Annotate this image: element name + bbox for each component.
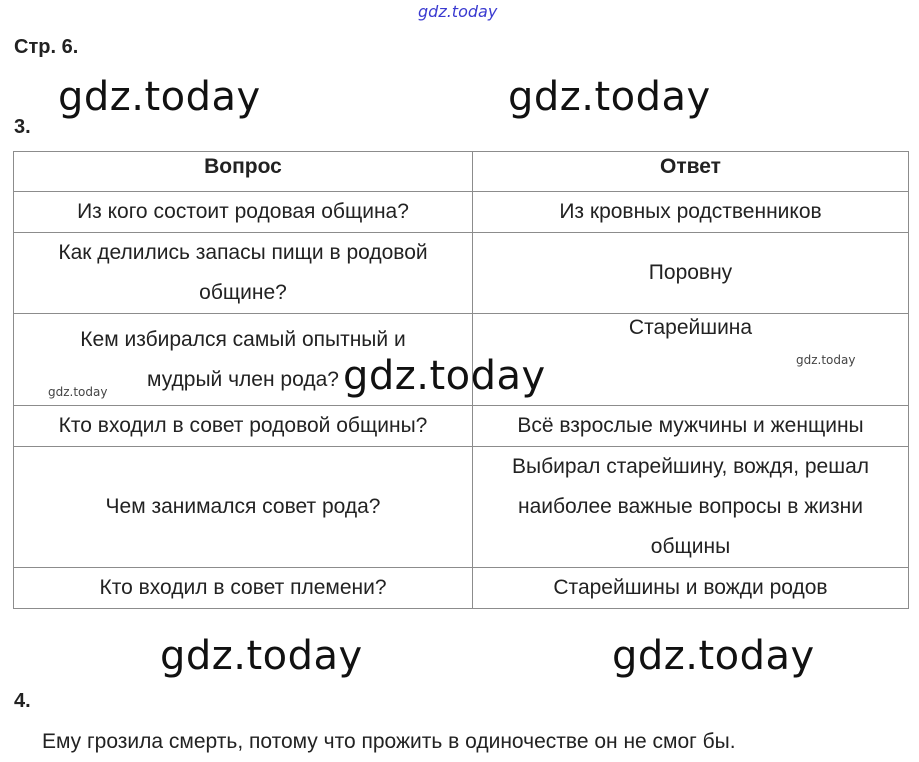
- table-row: [14, 447, 909, 568]
- column-header: Ответ: [473, 152, 909, 192]
- table-row: [14, 568, 909, 609]
- question-cell: Кем избирался самый опытный и мудрый член рода?: [14, 314, 473, 406]
- watermark-big: gdz.today: [508, 74, 711, 120]
- answer-cell: Всё взрослые мужчины и женщины: [473, 406, 909, 447]
- watermark-small: gdz.today: [48, 385, 108, 399]
- table-row: [14, 233, 909, 314]
- watermark-big: gdz.today: [612, 633, 815, 679]
- table-row: [14, 192, 909, 233]
- question-cell: Из кого состоит родовая община?: [14, 192, 473, 233]
- question-cell: Чем занимался совет рода?: [14, 447, 473, 568]
- table-row: [14, 406, 909, 447]
- question-cell: Кто входил в совет племени?: [14, 568, 473, 609]
- question-cell: Кто входил в совет родовой общины?: [14, 406, 473, 447]
- answer-cell: Из кровных родственников: [473, 192, 909, 233]
- task-number: 4.: [14, 690, 31, 712]
- watermark-big: gdz.today: [343, 353, 546, 399]
- answer-cell: Старейшины и вожди родов: [473, 568, 909, 609]
- answer-cell: Поровну: [473, 233, 909, 314]
- question-cell: Как делились запасы пищи в родовой общине?: [14, 233, 473, 314]
- page-label: Стр. 6.: [14, 36, 79, 58]
- watermark-big: gdz.today: [58, 74, 261, 120]
- task-number: 3.: [14, 116, 31, 138]
- answer-text: Ему грозила смерть, потому что прожить в одиночестве он не смог бы.: [42, 730, 736, 753]
- watermark-small: gdz.today: [796, 353, 856, 367]
- column-header: Вопрос: [14, 152, 473, 192]
- watermark-top: gdz.today: [418, 2, 498, 21]
- table-header-row: [14, 152, 909, 192]
- watermark-big: gdz.today: [160, 633, 363, 679]
- answer-cell: Выбирал старейшину, вождя, решал наиболее важные вопросы в жизни общины: [473, 447, 909, 568]
- answer-cell: Старейшина: [473, 314, 909, 406]
